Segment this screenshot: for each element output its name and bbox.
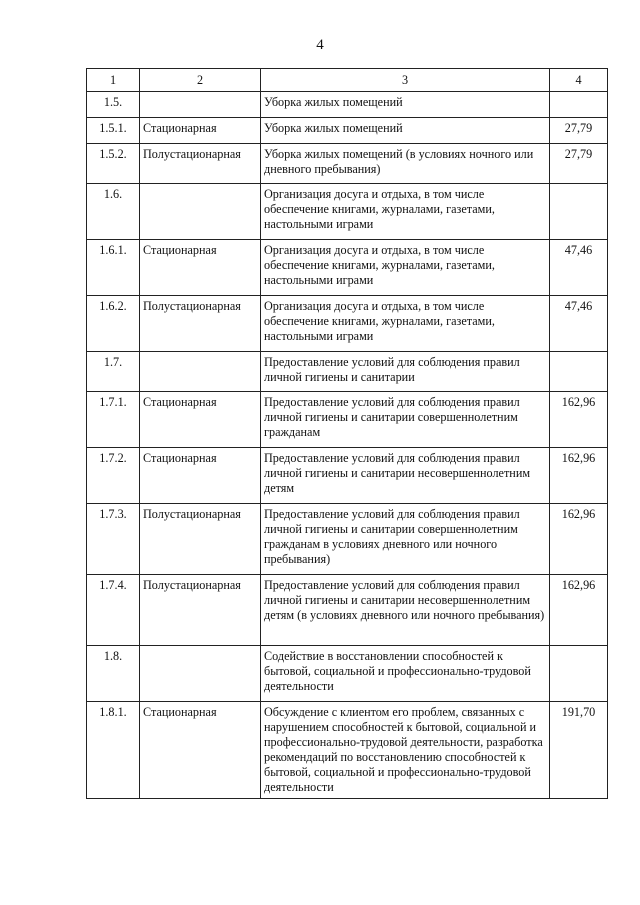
tariff-value: 162,96: [550, 575, 608, 646]
service-form: Стационарная: [140, 392, 261, 448]
column-header-1: 1: [87, 69, 140, 92]
table-row: [87, 448, 608, 504]
service-description: Уборка жилых помещений: [261, 92, 550, 118]
service-form: Стационарная: [140, 448, 261, 504]
row-number: 1.7.: [87, 352, 140, 392]
table-row: [87, 144, 608, 184]
column-header-3: 3: [261, 69, 550, 92]
tariff-value: 27,79: [550, 144, 608, 184]
service-description: Предоставление условий для соблюдения правил личной гигиены и санитарии: [261, 352, 550, 392]
table-row: [87, 240, 608, 296]
table-row: [87, 575, 608, 646]
row-number: 1.5.: [87, 92, 140, 118]
row-number: 1.6.: [87, 184, 140, 240]
table-row: [87, 352, 608, 392]
row-number: 1.8.1.: [87, 702, 140, 799]
tariff-value: 191,70: [550, 702, 608, 799]
table-row: [87, 92, 608, 118]
table-row: [87, 702, 608, 799]
service-form: Стационарная: [140, 240, 261, 296]
row-number: 1.7.2.: [87, 448, 140, 504]
service-description: Организация досуга и отдыха, в том числе обеспечение книгами, журналами, газетами, настольными играми: [261, 184, 550, 240]
tariff-value: [550, 92, 608, 118]
service-form: [140, 184, 261, 240]
tariff-value: 47,46: [550, 296, 608, 352]
row-number: 1.7.3.: [87, 504, 140, 575]
table-row: [87, 504, 608, 575]
page-number: 4: [316, 37, 324, 53]
row-number: 1.7.4.: [87, 575, 140, 646]
column-header-2: 2: [140, 69, 261, 92]
tariff-table: [86, 68, 608, 799]
row-number: 1.7.1.: [87, 392, 140, 448]
tariff-value: [550, 184, 608, 240]
row-number: 1.6.1.: [87, 240, 140, 296]
service-description: Организация досуга и отдыха, в том числе обеспечение книгами, журналами, газетами, настольными играми: [261, 296, 550, 352]
tariff-value: 27,79: [550, 118, 608, 144]
service-form: [140, 92, 261, 118]
row-number: 1.5.1.: [87, 118, 140, 144]
table-row: [87, 184, 608, 240]
service-form: Полустационарная: [140, 504, 261, 575]
service-description: Обсуждение с клиентом его проблем, связанных с нарушением способностей к бытовой, социальной и профессионально-трудовой деятельности, разработка рекомендаций по восстановлению способностей к бытовой, социальной и профессионально-трудовой деятельности: [261, 702, 550, 799]
row-number: 1.5.2.: [87, 144, 140, 184]
service-form: Стационарная: [140, 118, 261, 144]
service-form: Полустационарная: [140, 575, 261, 646]
tariff-value: [550, 352, 608, 392]
service-form: Стационарная: [140, 702, 261, 799]
service-description: Предоставление условий для соблюдения правил личной гигиены и санитарии совершеннолетним гражданам в условиях дневного или ночного пребывания): [261, 504, 550, 575]
service-form: Полустационарная: [140, 296, 261, 352]
row-number: 1.6.2.: [87, 296, 140, 352]
service-description: Организация досуга и отдыха, в том числе обеспечение книгами, журналами, газетами, настольными играми: [261, 240, 550, 296]
service-description: Содействие в восстановлении способностей к бытовой, социальной и профессионально-трудовой деятельности: [261, 646, 550, 702]
service-description: Уборка жилых помещений (в условиях ночного или дневного пребывания): [261, 144, 550, 184]
service-form: [140, 646, 261, 702]
tariff-value: 162,96: [550, 448, 608, 504]
service-form: Полустационарная: [140, 144, 261, 184]
service-description: Предоставление условий для соблюдения правил личной гигиены и санитарии несовершеннолетним детям (в условиях дневного или ночного пребывания): [261, 575, 550, 646]
tariff-value: 162,96: [550, 392, 608, 448]
table-row: [87, 296, 608, 352]
table-row: [87, 392, 608, 448]
service-description: Предоставление условий для соблюдения правил личной гигиены и санитарии совершеннолетним гражданам: [261, 392, 550, 448]
row-number: 1.8.: [87, 646, 140, 702]
service-description: Предоставление условий для соблюдения правил личной гигиены и санитарии несовершеннолетним детям: [261, 448, 550, 504]
service-form: [140, 352, 261, 392]
tariff-value: [550, 646, 608, 702]
tariff-value: 162,96: [550, 504, 608, 575]
table-header-row: [87, 69, 608, 92]
column-header-4: 4: [550, 69, 608, 92]
tariff-value: 47,46: [550, 240, 608, 296]
table-row: [87, 118, 608, 144]
table-row: [87, 646, 608, 702]
service-description: Уборка жилых помещений: [261, 118, 550, 144]
